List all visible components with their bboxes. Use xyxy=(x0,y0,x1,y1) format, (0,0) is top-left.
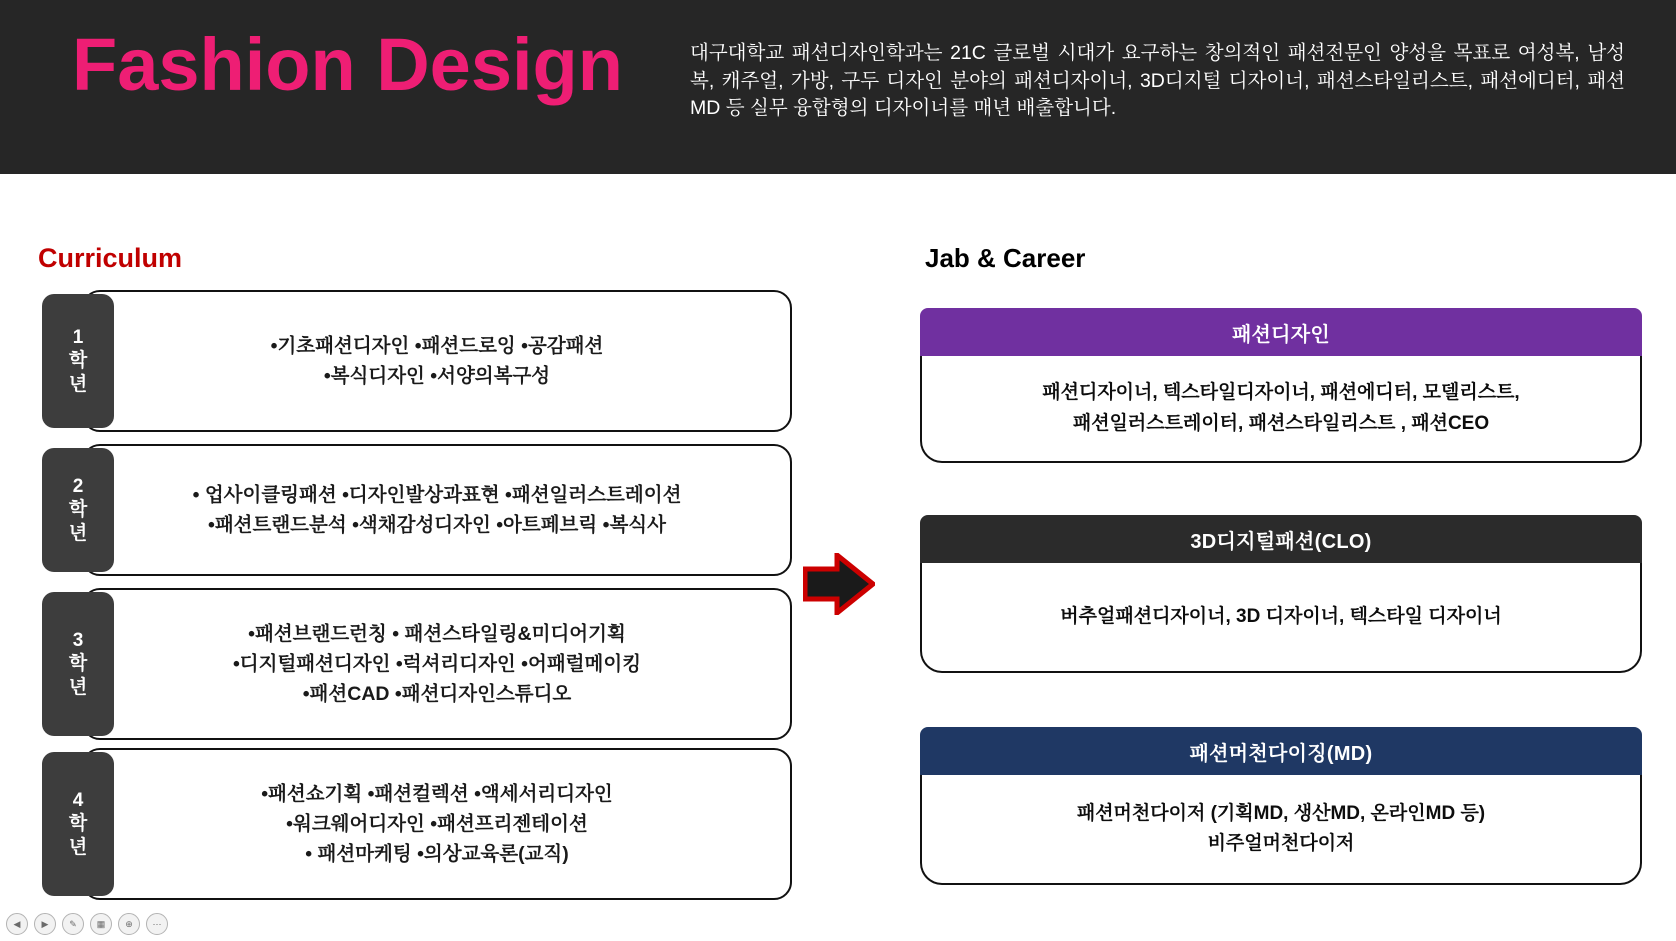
career-card-line: 패션디자이너, 텍스타일디자이너, 패션에디터, 모델리스트, xyxy=(1042,382,1520,404)
curriculum-row xyxy=(42,748,792,900)
curriculum-course-line: •복식디자인 •서양의복구성 xyxy=(323,365,551,387)
curriculum-course-line: • 패션마케팅 •의상교육론(교직) xyxy=(305,843,569,866)
previous-slide-button[interactable]: ◀ xyxy=(6,913,28,935)
slide-overview-button[interactable]: ▦ xyxy=(90,913,112,935)
curriculum-course-line: •기초패션디자인 •패션드로잉 •공감패션 xyxy=(270,334,604,357)
curriculum-card xyxy=(82,444,792,576)
career-card-heading: 3D디지털패션(CLO) xyxy=(920,515,1642,563)
curriculum-year-char2: 년 xyxy=(68,676,88,698)
header-banner xyxy=(0,0,1676,174)
curriculum-year-char2: 년 xyxy=(68,522,88,544)
curriculum-year-number: 2 xyxy=(72,476,84,498)
career-card-line: 패션일러스트레이터, 패션스타일리스트 , 패션CEO xyxy=(1072,412,1490,434)
career-card-body xyxy=(920,563,1642,673)
curriculum-card xyxy=(82,748,792,900)
curriculum-year-badge xyxy=(42,294,114,428)
curriculum-year-number: 4 xyxy=(72,790,84,812)
career-card xyxy=(920,308,1642,463)
curriculum-row xyxy=(42,444,792,576)
career-card-line: 버추얼패션디자이너, 3D 디자이너, 텍스타일 디자이너 xyxy=(1060,605,1502,627)
curriculum-card xyxy=(82,588,792,740)
career-card xyxy=(920,727,1642,885)
curriculum-year-badge xyxy=(42,752,114,896)
pen-tool-button[interactable]: ✎ xyxy=(62,913,84,935)
curriculum-year-char1: 학 xyxy=(68,350,88,372)
curriculum-course-line: •워크웨어디자인 •패션프리젠테이션 xyxy=(286,812,588,835)
curriculum-card xyxy=(82,290,792,432)
right-arrow-icon xyxy=(803,553,875,615)
curriculum-section-title: Curriculum xyxy=(38,243,183,273)
curriculum-year-badge xyxy=(42,448,114,572)
curriculum-year-number: 1 xyxy=(72,327,84,349)
curriculum-row xyxy=(42,290,792,432)
curriculum-course-line: •패션CAD •패션디자인스튜디오 xyxy=(302,683,572,706)
curriculum-course-line: •디지털패션디자인 •럭셔리디자인 •어패럴메이킹 xyxy=(232,652,642,675)
career-card-line: 비주얼머천다이저 xyxy=(1207,833,1355,854)
career-card-line: 패션머천다이저 (기획MD, 생산MD, 온라인MD 등) xyxy=(1076,802,1486,824)
career-card-heading: 패션머천다이징(MD) xyxy=(920,727,1642,775)
curriculum-year-char2: 년 xyxy=(68,373,88,395)
more-options-button[interactable]: ⋯ xyxy=(146,913,168,935)
curriculum-year-char2: 년 xyxy=(68,836,88,858)
curriculum-course-line: •패션브랜드런칭 • 패션스타일링&미디어기획 xyxy=(248,622,626,645)
next-slide-button[interactable]: ▶ xyxy=(34,913,56,935)
curriculum-row xyxy=(42,588,792,740)
zoom-button[interactable]: ⊕ xyxy=(118,913,140,935)
slideshow-toolbar[interactable] xyxy=(6,913,168,935)
header-description: 대구대학교 패션디자인학과는 21C 글로벌 시대가 요구하는 창의적인 패션전문인 양성을 목표로 여성복, 남성복, 캐주얼, 가방, 구두 디자인 분야의 패션디자이너, 3D디지털 디자이너, 패션스타일리스트, 패션에디터, 패션 MD 등 실무 융합형의 디자이너를 매년 배출합니다. xyxy=(690,42,1625,120)
curriculum-course-line: • 업사이클링패션 •디자인발상과표현 •패션일러스트레이션 xyxy=(192,483,682,506)
curriculum-course-line: •패션쇼기획 •패션컬렉션 •액세서리디자인 xyxy=(261,782,613,805)
career-card-heading: 패션디자인 xyxy=(920,308,1642,356)
page-title: Fashion Design xyxy=(72,23,623,106)
curriculum-course-line: •패션트랜드분석 •색채감성디자인 •아트페브릭 •복식사 xyxy=(208,514,666,536)
curriculum-year-number: 3 xyxy=(72,630,84,652)
curriculum-year-char1: 학 xyxy=(68,813,88,835)
career-card-body xyxy=(920,356,1642,463)
career-section-title: Jab & Career xyxy=(925,243,1086,273)
curriculum-year-char1: 학 xyxy=(68,499,88,521)
curriculum-year-char1: 학 xyxy=(68,653,88,675)
career-card-body xyxy=(920,775,1642,885)
career-card xyxy=(920,515,1642,673)
curriculum-year-badge xyxy=(42,592,114,736)
